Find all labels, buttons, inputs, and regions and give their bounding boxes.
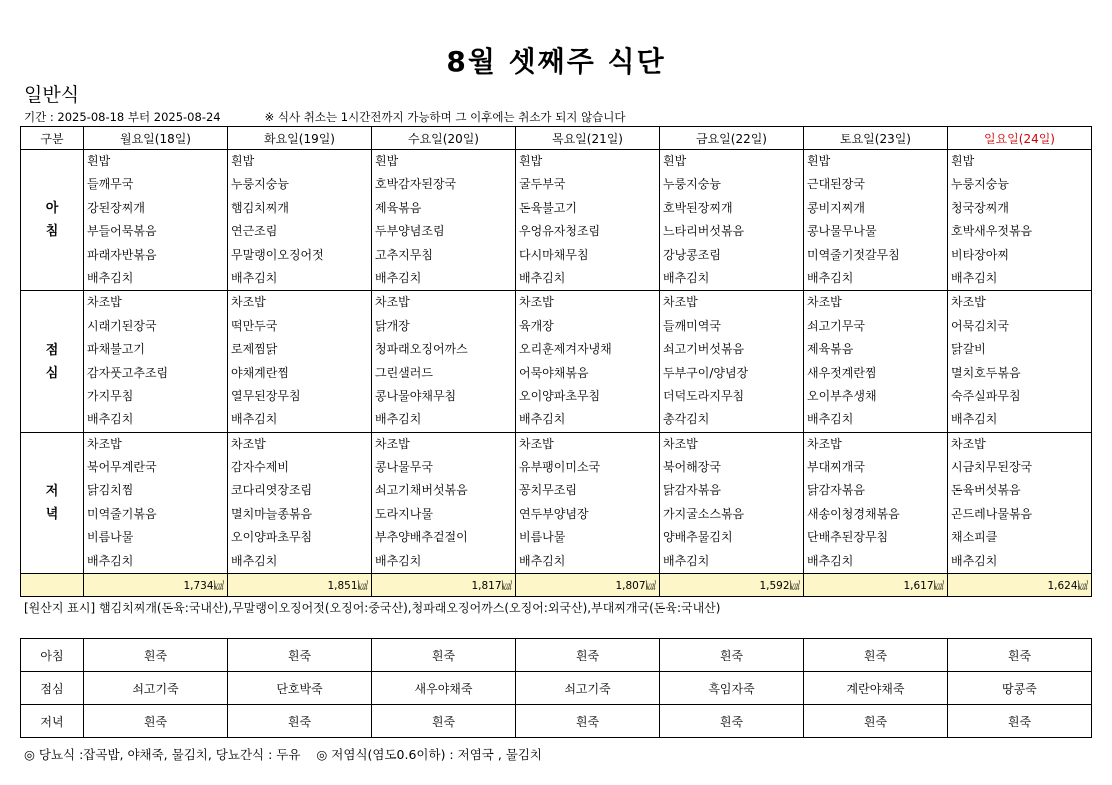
dish-item: 흰밥 bbox=[375, 154, 399, 168]
dish-item: 두부양념조림 bbox=[375, 224, 445, 239]
menu-cell-sun bbox=[948, 432, 1092, 573]
dish-item: 차조밥 bbox=[951, 295, 986, 310]
meal-row bbox=[21, 432, 1092, 573]
dish-item: 우엉유자청조림 bbox=[519, 224, 601, 239]
meal-label-char: 녁 bbox=[45, 506, 59, 522]
day-header-tue: 화요일(19일) bbox=[228, 127, 372, 150]
dish-item: 채소피클 bbox=[951, 530, 998, 545]
porridge-meal-label: 저녁 bbox=[21, 705, 84, 738]
day-header-sat: 토요일(23일) bbox=[804, 127, 948, 150]
dish-item: 청파래오징어까스 bbox=[375, 342, 468, 357]
dish-item: 배추김치 bbox=[375, 412, 422, 427]
dish-item: 감자풋고추조림 bbox=[87, 365, 169, 380]
dish-item: 시금치무된장국 bbox=[951, 460, 1033, 475]
header-label: 구분 bbox=[21, 127, 84, 150]
porridge-cell-mon: 흰죽 bbox=[84, 639, 228, 672]
calorie-tue: 1,851㎉ bbox=[228, 574, 372, 597]
dish-item: 배추김치 bbox=[231, 553, 278, 568]
dish-item: 미역줄기볶음 bbox=[87, 506, 157, 521]
dish-item: 비름나물 bbox=[87, 530, 134, 545]
calorie-sat: 1,617㎉ bbox=[804, 574, 948, 597]
dish-item: 강낭콩조림 bbox=[663, 247, 721, 262]
meal-label bbox=[21, 432, 84, 573]
dish-item: 파래자반볶음 bbox=[87, 247, 157, 262]
day-header-wed: 수요일(20일) bbox=[372, 127, 516, 150]
dish-item: 굴두부국 bbox=[519, 177, 566, 192]
menu-cell-tue bbox=[228, 150, 372, 291]
dish-item: 햄김치찌개 bbox=[231, 200, 289, 215]
dish-item: 유부팽이미소국 bbox=[519, 460, 601, 475]
menu-cell-thu bbox=[516, 432, 660, 573]
dish-item: 미역줄기젓갈무침 bbox=[807, 247, 900, 262]
dish-item: 감자수제비 bbox=[231, 460, 289, 475]
menu-cell-sat bbox=[804, 291, 948, 432]
menu-cell-mon bbox=[84, 291, 228, 432]
calorie-sun: 1,624㎉ bbox=[948, 574, 1092, 597]
dish-item: 차조밥 bbox=[87, 436, 122, 451]
dish-item: 배추김치 bbox=[951, 553, 998, 568]
dish-item: 돈육버섯볶음 bbox=[951, 483, 1021, 498]
dish-item: 흰밥 bbox=[951, 154, 975, 168]
menu-cell-mon bbox=[84, 150, 228, 291]
porridge-row bbox=[21, 672, 1092, 705]
dish-item: 들깨무국 bbox=[87, 177, 134, 192]
dish-item: 쇠고기채버섯볶음 bbox=[375, 483, 468, 498]
diabetic-note: ◎ 당뇨식 :잡곡밥, 야채죽, 물김치, 당뇨간식 : 두유 bbox=[24, 747, 301, 762]
meal-row bbox=[21, 150, 1092, 291]
porridge-cell-sun: 땅콩죽 bbox=[948, 672, 1092, 705]
dish-item: 흰밥 bbox=[807, 154, 831, 168]
dish-item: 콩나물무나물 bbox=[807, 224, 877, 239]
dish-item: 떡만두국 bbox=[231, 318, 278, 333]
dish-item: 돈육불고기 bbox=[519, 200, 577, 215]
dish-item: 흰밥 bbox=[231, 154, 255, 168]
cancel-notice: ※ 식사 취소는 1시간전까지 가능하며 그 이후에는 취소가 되지 않습니다 bbox=[264, 110, 626, 124]
dish-item: 근대된장국 bbox=[807, 177, 865, 192]
dish-item: 가지무침 bbox=[87, 388, 134, 403]
calorie-thu: 1,807㎉ bbox=[516, 574, 660, 597]
porridge-cell-tue: 흰죽 bbox=[228, 639, 372, 672]
porridge-cell-wed: 흰죽 bbox=[372, 639, 516, 672]
dish-item: 어묵야채볶음 bbox=[519, 365, 589, 380]
dish-item: 새송이청경채볶음 bbox=[807, 506, 900, 521]
porridge-meal-label: 점심 bbox=[21, 672, 84, 705]
menu-cell-thu bbox=[516, 291, 660, 432]
dish-item: 배추김치 bbox=[231, 412, 278, 427]
dish-item: 들깨미역국 bbox=[663, 318, 721, 333]
dish-item: 차조밥 bbox=[807, 436, 842, 451]
porridge-row bbox=[21, 639, 1092, 672]
dish-item: 배추김치 bbox=[519, 553, 566, 568]
dish-item: 닭김치찜 bbox=[87, 483, 134, 498]
dish-item: 멸치마늘종볶음 bbox=[231, 506, 313, 521]
menu-cell-wed bbox=[372, 291, 516, 432]
menu-cell-wed bbox=[372, 150, 516, 291]
dish-item: 오이양파초무침 bbox=[519, 388, 601, 403]
menu-cell-sun bbox=[948, 150, 1092, 291]
porridge-cell-tue: 흰죽 bbox=[228, 705, 372, 738]
diet-footnote bbox=[24, 745, 542, 763]
dish-item: 부추양배추겉절이 bbox=[375, 530, 468, 545]
porridge-cell-wed: 흰죽 bbox=[372, 705, 516, 738]
dish-item: 호박감자된장국 bbox=[375, 177, 457, 192]
porridge-cell-mon: 쇠고기죽 bbox=[84, 672, 228, 705]
dish-item: 배추김치 bbox=[519, 412, 566, 427]
dish-item: 배추김치 bbox=[951, 270, 998, 285]
dish-item: 부대찌개국 bbox=[807, 460, 865, 475]
calorie-label-cell bbox=[21, 574, 84, 597]
dish-item: 파채불고기 bbox=[87, 342, 145, 357]
meal-label-char: 침 bbox=[45, 224, 59, 240]
dish-item: 다시마채무침 bbox=[519, 247, 589, 262]
menu-cell-fri bbox=[660, 150, 804, 291]
dish-item: 배추김치 bbox=[87, 412, 134, 427]
porridge-cell-thu: 쇠고기죽 bbox=[516, 672, 660, 705]
calorie-wed: 1,817㎉ bbox=[372, 574, 516, 597]
dish-item: 오리훈제겨자냉채 bbox=[519, 342, 612, 357]
dish-item: 배추김치 bbox=[807, 412, 854, 427]
dish-item: 흰밥 bbox=[663, 154, 687, 168]
dish-item: 차조밥 bbox=[663, 436, 698, 451]
dish-item: 느타리버섯볶음 bbox=[663, 224, 745, 239]
dish-item: 차조밥 bbox=[663, 295, 698, 310]
dish-item: 차조밥 bbox=[519, 295, 554, 310]
dish-item: 로제찜닭 bbox=[231, 342, 278, 357]
low-salt-note: ◎ 저염식(염도0.6이하) : 저염국 , 물김치 bbox=[316, 747, 542, 762]
porridge-cell-thu: 흰죽 bbox=[516, 705, 660, 738]
meal-row bbox=[21, 291, 1092, 432]
dish-item: 차조밥 bbox=[231, 436, 266, 451]
dish-item: 어묵김치국 bbox=[951, 318, 1009, 333]
dish-item: 제육볶음 bbox=[375, 200, 422, 215]
dish-item: 닭감자볶음 bbox=[663, 483, 721, 498]
dish-item: 오이양파초무침 bbox=[231, 530, 313, 545]
menu-cell-tue bbox=[228, 432, 372, 573]
dish-item: 배추김치 bbox=[663, 553, 710, 568]
dish-item: 무말랭이오징어젓 bbox=[231, 247, 324, 262]
dish-item: 북어해장국 bbox=[663, 460, 721, 475]
dish-item: 강된장찌개 bbox=[87, 200, 145, 215]
dish-item: 열무된장무침 bbox=[231, 388, 301, 403]
dish-item: 차조밥 bbox=[951, 436, 986, 451]
header-row bbox=[21, 127, 1092, 150]
dish-item: 더덕도라지무침 bbox=[663, 388, 745, 403]
dish-item: 총각김치 bbox=[663, 412, 710, 427]
calorie-mon: 1,734㎉ bbox=[84, 574, 228, 597]
dish-item: 새우젓계란찜 bbox=[807, 365, 877, 380]
dish-item: 호박된장찌개 bbox=[663, 200, 733, 215]
dish-item: 차조밥 bbox=[519, 436, 554, 451]
menu-cell-sat bbox=[804, 150, 948, 291]
calorie-fri: 1,592㎉ bbox=[660, 574, 804, 597]
dish-item: 차조밥 bbox=[87, 295, 122, 310]
porridge-table bbox=[20, 638, 1092, 738]
menu-cell-wed bbox=[372, 432, 516, 573]
origin-notice: [원산지 표시] 햄김치찌개(돈육:국내산),무말랭이오징어젓(오징어:중국산),청파래오징어까스(오징어:외국산),부대찌개국(돈육:국내산) bbox=[24, 601, 721, 615]
dish-item: 배추김치 bbox=[375, 553, 422, 568]
day-header-fri: 금요일(22일) bbox=[660, 127, 804, 150]
menu-cell-fri bbox=[660, 432, 804, 573]
dish-item: 단배추된장무침 bbox=[807, 530, 889, 545]
dish-item: 닭갈비 bbox=[951, 342, 986, 357]
dish-item: 누룽지숭늉 bbox=[951, 177, 1009, 192]
day-header-sun: 일요일(24일) bbox=[948, 127, 1092, 150]
dish-item: 배추김치 bbox=[663, 270, 710, 285]
calorie-row bbox=[21, 574, 1092, 597]
dish-item: 흰밥 bbox=[519, 154, 543, 168]
dish-item: 야채계란찜 bbox=[231, 365, 289, 380]
dish-item: 배추김치 bbox=[231, 270, 278, 285]
dish-item: 닭감자볶음 bbox=[807, 483, 865, 498]
menu-cell-sat bbox=[804, 432, 948, 573]
dish-item: 배추김치 bbox=[807, 553, 854, 568]
porridge-row bbox=[21, 705, 1092, 738]
period-line bbox=[24, 109, 626, 125]
dish-item: 배추김치 bbox=[87, 270, 134, 285]
meal-label bbox=[21, 291, 84, 432]
meal-label-char: 점 bbox=[45, 342, 59, 358]
dish-item: 쇠고기무국 bbox=[807, 318, 865, 333]
dish-item: 부들어묵볶음 bbox=[87, 224, 157, 239]
weekly-menu-table bbox=[20, 126, 1092, 597]
dish-item: 그린샐러드 bbox=[375, 365, 433, 380]
dish-item: 누룽지숭늉 bbox=[663, 177, 721, 192]
dish-item: 숙주실파무침 bbox=[951, 388, 1021, 403]
dish-item: 호박새우젓볶음 bbox=[951, 224, 1033, 239]
dish-item: 콩나물야채무침 bbox=[375, 388, 457, 403]
menu-cell-mon bbox=[84, 432, 228, 573]
dish-item: 쇠고기버섯볶음 bbox=[663, 342, 745, 357]
day-header-thu: 목요일(21일) bbox=[516, 127, 660, 150]
dish-item: 연근조림 bbox=[231, 224, 278, 239]
porridge-cell-wed: 새우야채죽 bbox=[372, 672, 516, 705]
dish-item: 차조밥 bbox=[375, 295, 410, 310]
dish-item: 연두부양념장 bbox=[519, 506, 589, 521]
dish-item: 곤드레나물볶음 bbox=[951, 506, 1033, 521]
dish-item: 배추김치 bbox=[951, 412, 998, 427]
dish-item: 가지굴소스볶음 bbox=[663, 506, 745, 521]
dish-item: 배추김치 bbox=[807, 270, 854, 285]
porridge-cell-tue: 단호박죽 bbox=[228, 672, 372, 705]
dish-item: 두부구이/양념장 bbox=[663, 365, 749, 380]
porridge-cell-sat: 흰죽 bbox=[804, 639, 948, 672]
dish-item: 꽁치무조림 bbox=[519, 483, 577, 498]
porridge-cell-fri: 흰죽 bbox=[660, 705, 804, 738]
dish-item: 배추김치 bbox=[375, 270, 422, 285]
porridge-cell-thu: 흰죽 bbox=[516, 639, 660, 672]
day-header-mon: 월요일(18일) bbox=[84, 127, 228, 150]
page-title: 8월 셋째주 식단 bbox=[446, 45, 666, 78]
dish-item: 북어무계란국 bbox=[87, 460, 157, 475]
dish-item: 시래기된장국 bbox=[87, 318, 157, 333]
porridge-cell-sun: 흰죽 bbox=[948, 639, 1092, 672]
dish-item: 콩비지찌개 bbox=[807, 200, 865, 215]
dish-item: 제육볶음 bbox=[807, 342, 854, 357]
dish-item: 비타장아찌 bbox=[951, 247, 1009, 262]
dish-item: 육개장 bbox=[519, 318, 554, 333]
menu-cell-tue bbox=[228, 291, 372, 432]
dish-item: 배추김치 bbox=[519, 270, 566, 285]
dish-item: 차조밥 bbox=[375, 436, 410, 451]
menu-cell-thu bbox=[516, 150, 660, 291]
dish-item: 멸치호두볶음 bbox=[951, 365, 1021, 380]
dish-item: 도라지나물 bbox=[375, 506, 433, 521]
porridge-cell-mon: 흰죽 bbox=[84, 705, 228, 738]
dish-item: 흰밥 bbox=[87, 154, 111, 168]
dish-item: 비름나물 bbox=[519, 530, 566, 545]
period-range: 기간 : 2025-08-18 부터 2025-08-24 bbox=[24, 110, 221, 124]
dish-item: 콩나물무국 bbox=[375, 460, 433, 475]
menu-cell-fri bbox=[660, 291, 804, 432]
dish-item: 청국장찌개 bbox=[951, 200, 1009, 215]
dish-item: 코다리엿장조림 bbox=[231, 483, 313, 498]
dish-item: 고추지무침 bbox=[375, 247, 433, 262]
porridge-cell-fri: 흑임자죽 bbox=[660, 672, 804, 705]
menu-cell-sun bbox=[948, 291, 1092, 432]
dish-item: 차조밥 bbox=[807, 295, 842, 310]
meal-label-char: 심 bbox=[45, 365, 59, 381]
meal-label bbox=[21, 150, 84, 291]
menu-type-label: 일반식 bbox=[24, 84, 80, 106]
dish-item: 양배추물김치 bbox=[663, 530, 733, 545]
dish-item: 누룽지숭늉 bbox=[231, 177, 289, 192]
porridge-cell-fri: 흰죽 bbox=[660, 639, 804, 672]
dish-item: 차조밥 bbox=[231, 295, 266, 310]
meal-label-char: 아 bbox=[45, 201, 59, 217]
porridge-meal-label: 아침 bbox=[21, 639, 84, 672]
porridge-cell-sun: 흰죽 bbox=[948, 705, 1092, 738]
dish-item: 배추김치 bbox=[87, 553, 134, 568]
meal-label-char: 저 bbox=[45, 483, 59, 499]
porridge-cell-sat: 계란야채죽 bbox=[804, 672, 948, 705]
porridge-cell-sat: 흰죽 bbox=[804, 705, 948, 738]
dish-item: 오이부추생채 bbox=[807, 388, 877, 403]
dish-item: 닭개장 bbox=[375, 318, 410, 333]
